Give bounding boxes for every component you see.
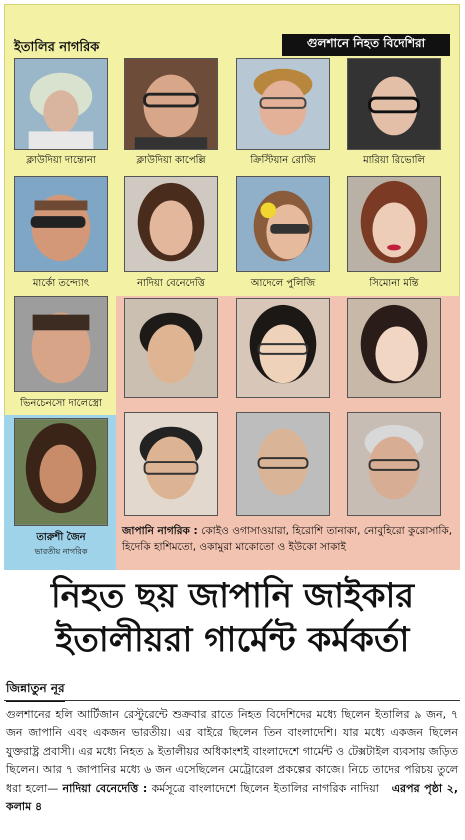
photo-japanese-1 bbox=[124, 298, 218, 398]
caption: ক্লাউদিয়া কাপেল্লি bbox=[136, 155, 206, 166]
photo-japanese-4 bbox=[124, 412, 218, 516]
article-body bbox=[6, 706, 458, 816]
continued-note: এরপর পৃষ্ঠা ২, কলাম ৪ bbox=[6, 781, 458, 814]
photo-christian-rossi bbox=[236, 58, 330, 150]
photo-japanese-2 bbox=[236, 298, 330, 398]
photo-claudia-dantona bbox=[14, 58, 108, 150]
photo-claudia-cappelli bbox=[124, 58, 218, 150]
photo-tarushi-jain bbox=[14, 418, 108, 526]
caption: ক্লাউদিয়া দান্তোনা bbox=[26, 155, 96, 166]
caption-sub: ভারতীয় নাগরিক bbox=[34, 547, 88, 556]
caption: মারিয়া রিভোলি bbox=[363, 155, 425, 166]
headline-line-2: ইতালীয়রা গার্মেন্ট কর্মকর্তা bbox=[55, 620, 410, 660]
photo-marco-tondat bbox=[14, 176, 108, 272]
caption: তারুশী জৈন bbox=[36, 532, 86, 543]
photo-japanese-3 bbox=[347, 298, 441, 398]
caption: ভিনচেনসো দালেস্ত্রো bbox=[20, 398, 102, 409]
photo-adele-puglisi bbox=[236, 176, 330, 272]
photo-nadia-benedetti bbox=[124, 176, 218, 272]
divider bbox=[4, 700, 460, 701]
photo-maria-riboli bbox=[347, 58, 441, 150]
japanese-names bbox=[122, 523, 456, 555]
caption: ক্রিস্টিয়ান রোজি bbox=[250, 155, 316, 166]
japanese-label: জাপানি নাগরিক : bbox=[122, 525, 198, 537]
section-tag: গুলশানে নিহত বিদেশিরা bbox=[282, 34, 450, 56]
caption: সিমোনা মন্তি bbox=[369, 278, 419, 289]
japanese-name-list: কোইও ওগাসাওয়ারা, হিরোশি তানাকা, নোবুহিরো কুরোসাকি, হিদেকি হাশিমতো, ওকামুরা মাকোতো ও ইউকো সাকাই bbox=[122, 525, 453, 553]
caption: আদেলে পুলিজি bbox=[250, 278, 316, 289]
photo-simona-monti bbox=[347, 176, 441, 272]
photo-vincenzo-dallestro bbox=[14, 296, 108, 392]
body-text: গুলশানের হলি আর্টিজান রেস্টুরেন্টে শুক্রবার রাতে নিহত বিদেশিদের মধ্যে ছিলেন ইতালির ৯ জন, ৭ জন জাপানি এবং একজন ভারতীয়। এর বাইরে ছিলেন তিন বাংলাদেশি। যার মধ্যে একজন ছিলেন যুক্তরাষ্ট্র প্রবাসী। এর মধ্যে নিহত ৯ ইতালীয়র অধিকাংশই বাংলাদেশে গার্মেন্ট ও টেক্সটাইল ব্যবসায় জড়িত ছিলেন। আর ৭ জাপানির মধ্যে ৬ জন এসেছিলেন মেট্রোরেল প্রকল্পের কাজে। নিচে তাদের পরিচয় তুলে ধরা হলো— bbox=[6, 708, 458, 795]
italian-label: ইতালির নাগরিক bbox=[14, 40, 100, 55]
body-bold: নাদিয়া বেনেদেত্তি : bbox=[62, 781, 148, 795]
caption: নাদিয়া বেনেদেত্তি bbox=[137, 278, 205, 289]
photo-japanese-6 bbox=[347, 412, 441, 516]
headline-line-1: নিহত ছয় জাপানি জাইকার bbox=[50, 576, 415, 616]
caption: মার্কো তন্দ্যোৎ bbox=[32, 278, 90, 289]
byline: জিন্নাতুন নূর bbox=[6, 680, 65, 702]
photo-japanese-5 bbox=[236, 412, 330, 516]
body-tail: কর্মসূত্রে বাংলাদেশে ছিলেন ইতালির নাগরিক নাদিয়া bbox=[147, 781, 379, 795]
